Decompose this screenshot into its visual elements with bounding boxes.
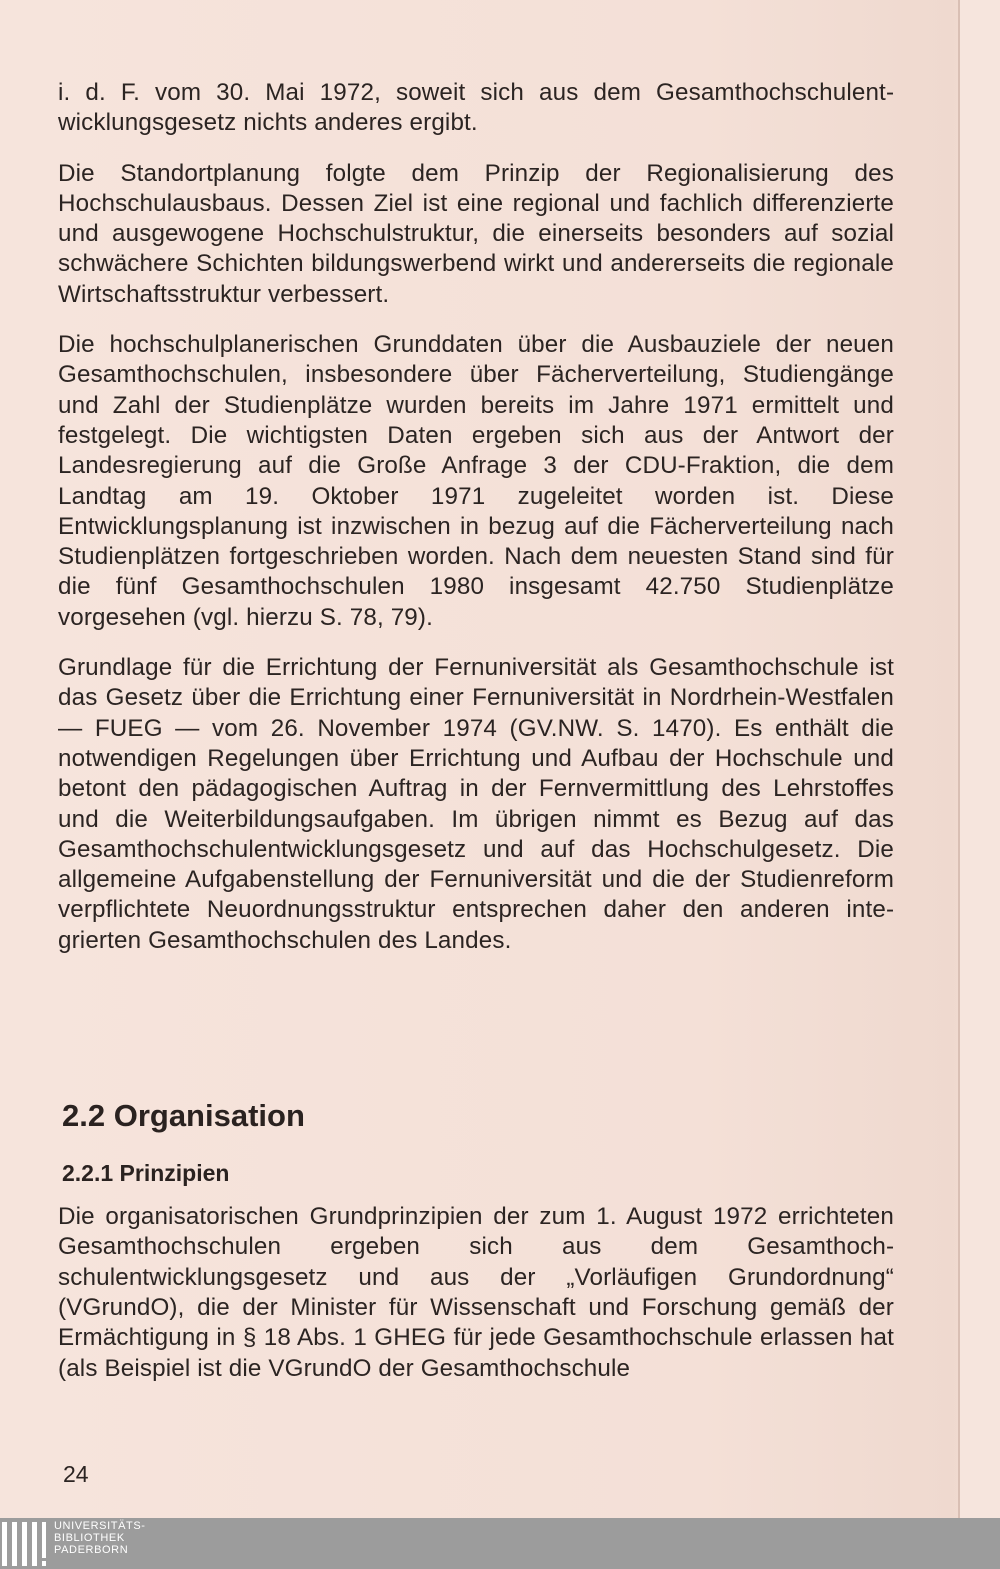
logo-line: PADERBORN	[54, 1544, 129, 1556]
logo-line: UNIVERSITÄTS-	[54, 1520, 146, 1532]
logo-line: BIBLIOTHEK	[54, 1532, 125, 1544]
paragraph-standortplanung: Die Standortplanung folgte dem Prinzip der Regionalisierung des Hochschulausbaus. Dessen Ziel ist eine regional und fachlich differenzierte und ausgewogene Hochschulstruktur, die einerseits besonders auf sozial schwächere Schichten bildungswerbend wirkt und andererseits die regionale Wirtschaftsstruktur verbessert.	[58, 159, 894, 308]
library-logo-text	[54, 1520, 146, 1556]
paragraph-grunddaten: Die hochschulplanerischen Grunddaten über die Ausbauziele der neuen Gesamthochschulen, insbesondere über Fächerverteilung, Studiengänge und Zahl der Studienplätze wurden bereits im Jahre 1971 ermittelt und festgelegt. Die wichtigsten Daten ergeben sich aus der Antwort der Landesregierung auf die Große Anfrage 3 der CDU-Fraktion, die dem Landtag am 19. Oktober 1971 zugeleitet worden ist. Diese Entwicklungsplanung ist inzwischen in bezug auf die Fächerverteilung nach Studienplätzen fortgeschrieben worden. Nach dem neuesten Stand sind für die fünf Gesamthochschulen 1980 insgesamt 42.750 Studienplätze vorgesehen (vgl. hierzu S. 78, 79).	[58, 331, 894, 631]
library-footer-bar	[0, 1518, 1000, 1569]
subsection-heading: 2.2.1 Prinzipien	[62, 1160, 230, 1187]
next-page-strip	[960, 0, 1000, 1518]
paragraph-fernuniversitaet: Grundlage für die Errichtung der Fernuniversität als Gesamthochschule ist das Gesetz über die Errichtung einer Fernuniversität in Nordrhein-Westfalen — FUEG — vom 26. November 1974 (GV.NW. S. 1470). Es enthält die notwendigen Regelungen über Errichtung und Aufbau der Hochschule und betont den pädagogischen Auftrag in der Fernvermittlung des Lehrstoffes und die Weiterbildungsaufgaben. Im übrigen nimmt es Bezug auf das Gesamthochschulentwicklungsgesetz und auf das Hochschulgesetz. Die allgemeine Aufgabenstellung der Fernuniversität und die der Studienreform verpflichtete Neuordnungsstruktur entsprechen daher den anderen integrierten Gesamthochschulen des Landes.	[58, 654, 894, 954]
section-heading: 2.2 Organisation	[62, 1098, 305, 1134]
page-content	[58, 78, 894, 1404]
page-number: 24	[63, 1461, 89, 1487]
paragraph-prinzipien: Die organisatorischen Grundprinzipien der zum 1. August 1972 errichteten Gesamthochschulen ergeben sich aus dem Gesamthochschulentwicklungsgesetz und aus der „Vorläufigen Grundordnung“ (VGrundO), die der Minister für Wissenschaft und Forschung gemäß der Ermächtigung in § 18 Abs. 1 GHEG für jede Gesamthochschule erlassen hat (als Beispiel ist die VGrundO der Gesamthochschule	[58, 1203, 894, 1382]
paragraph-continuation: i. d. F. vom 30. Mai 1972, soweit sich aus dem Gesamthochschulentwicklungsgesetz nichts anderes ergibt.	[58, 79, 894, 137]
